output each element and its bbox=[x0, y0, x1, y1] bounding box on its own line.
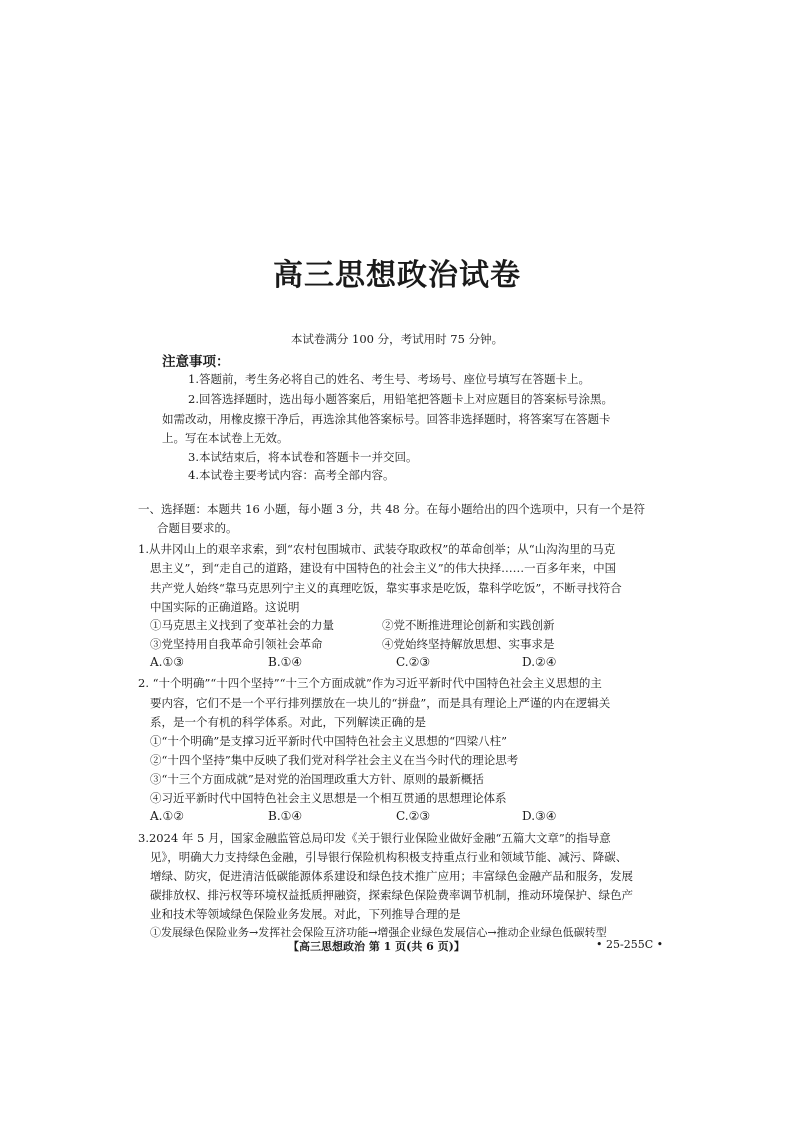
q1-option: ②党不断推进理论创新和实践创新 bbox=[382, 618, 555, 632]
q2-choice-c: C.②③ bbox=[396, 809, 431, 823]
page-footer: 【高三思想政治 第 1 页(共 6 页)】 bbox=[288, 940, 465, 953]
q2-stem: 系，是一个有机的科学体系。对此，下列解读正确的是 bbox=[150, 715, 426, 729]
notice-heading: 注意事项： bbox=[162, 354, 230, 370]
q2-option: ①“十个明确”是支撑习近平新时代中国特色社会主义思想的“四梁八柱” bbox=[150, 734, 508, 748]
section-heading: 一、选择题：本题共 16 小题，每小题 3 分，共 48 分。在每小题给出的四个选项中，只有一个是符 bbox=[138, 502, 646, 516]
q2-option: ④习近平新时代中国特色社会主义思想是一个相互贯通的思想理论体系 bbox=[150, 791, 507, 805]
exam-info: 本试卷满分 100 分，考试用时 75 分钟。 bbox=[290, 332, 504, 346]
q1-stem: 中国实际的正确道路。这说明 bbox=[150, 600, 300, 614]
q1-choice-c: C.②③ bbox=[396, 655, 431, 669]
q1-stem: 思主义”，到“走自己的道路，建设有中国特色的社会主义”的伟大抉择……一百多年来，中国 bbox=[150, 561, 617, 575]
q3-stem: 3.2024 年 5 月，国家金融监管总局印发《关于银行业保险业做好金融“五篇大文章”的指导意 bbox=[138, 831, 611, 845]
q3-stem: 业和技术等领域绿色保险业务发展。对此，下列推导合理的是 bbox=[150, 907, 461, 921]
notice-item: 如需改动，用橡皮擦干净后，再选涂其他答案标号。回答非选择题时，将答案写在答题卡 bbox=[162, 412, 611, 426]
q3-stem: 增绿、防灾，促进清洁低碳能源体系建设和绿色技术推广应用；丰富绿色金融产品和服务，发展 bbox=[150, 869, 633, 883]
q2-option: ②“十四个坚持”集中反映了我们党对科学社会主义在当今时代的理论思考 bbox=[150, 753, 519, 767]
q3-stem: 碳排放权、排污权等环境权益抵质押融资，探索绿色保险费率调节机制，推动环境保护、绿色产 bbox=[150, 888, 633, 902]
q1-stem: 共产党人始终“靠马克思列宁主义的真理吃饭，靠实事求是吃饭，靠科学吃饭”，不断寻找符合 bbox=[150, 581, 622, 595]
q2-choice-d: D.③④ bbox=[522, 809, 557, 823]
q1-choice-d: D.②④ bbox=[522, 655, 557, 669]
q1-option: ①马克思主义找到了变革社会的力量 bbox=[150, 618, 334, 632]
notice-item: 4.本试卷主要考试内容：高考全部内容。 bbox=[188, 468, 395, 482]
page-title: 高三思想政治试卷 bbox=[273, 258, 521, 293]
q1-option: ③党坚持用自我革命引领社会革命 bbox=[150, 637, 323, 651]
q2-choice-a: A.①② bbox=[150, 809, 184, 823]
q2-choice-b: B.①④ bbox=[268, 809, 303, 823]
section-heading-cont: 合题目要求的。 bbox=[157, 521, 238, 535]
q3-option: ①发展绿色保险业务→发挥社会保险互济功能→增强企业绿色发展信心→推动企业绿色低碳转型 bbox=[150, 926, 607, 939]
q1-choice-b: B.①④ bbox=[268, 655, 303, 669]
notice-item: 上。写在本试卷上无效。 bbox=[162, 431, 289, 445]
paper-code: • 25-255C • bbox=[596, 938, 664, 951]
q2-stem: 要内容，它们不是一个平行排列摆放在一块儿的“拼盘”，而是具有理论上严谨的内在逻辑关 bbox=[150, 696, 611, 710]
notice-item: 2.回答选择题时，选出每小题答案后，用铅笔把答题卡上对应题目的答案标号涂黑。 bbox=[188, 392, 613, 406]
q2-option: ③“十三个方面成就”是对党的治国理政重大方针、原则的最新概括 bbox=[150, 772, 484, 786]
q2-stem: 2. “十个明确”“十四个坚持”“十三个方面成就”作为习近平新时代中国特色社会主义思想的主 bbox=[138, 676, 602, 690]
q1-option: ④党始终坚持解放思想、实事求是 bbox=[382, 637, 555, 651]
notice-item: 1.答题前，考生务必将自己的姓名、考生号、考场号、座位号填写在答题卡上。 bbox=[188, 372, 590, 386]
q3-stem: 见》，明确大力支持绿色金融，引导银行保险机构积极支持重点行业和领域节能、减污、降碳、 bbox=[150, 850, 628, 864]
q1-choice-a: A.①③ bbox=[150, 655, 184, 669]
notice-item: 3.本试结束后，将本试卷和答题卡一并交回。 bbox=[188, 450, 418, 464]
q1-stem: 1.从井冈山上的艰辛求索，到“农村包围城市、武装夺取政权”的革命创举；从“山沟沟里的马克 bbox=[138, 542, 616, 556]
